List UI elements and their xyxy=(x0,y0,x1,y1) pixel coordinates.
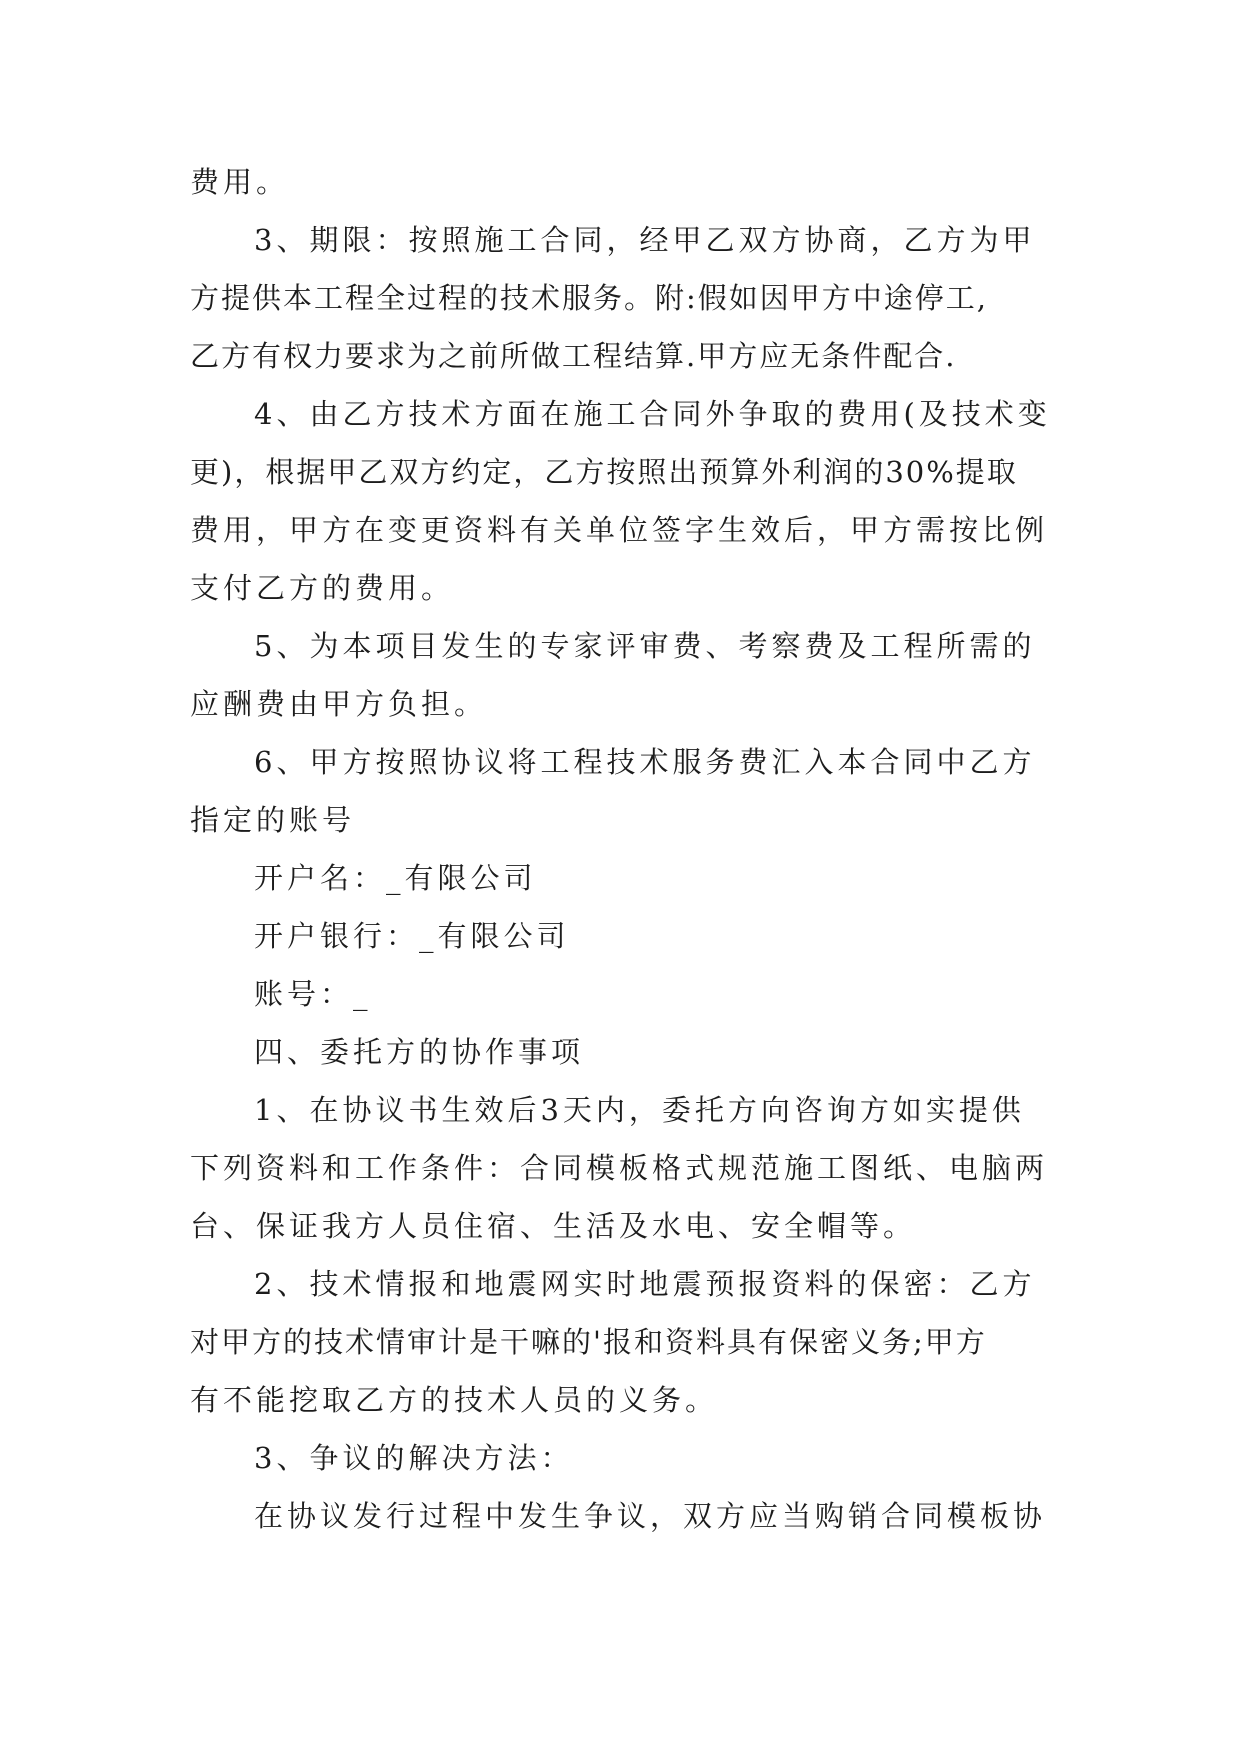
text-line: 开户银行：_有限公司 xyxy=(254,919,570,953)
text-line: 费用。 xyxy=(190,165,290,199)
text-line: 1、在协议书生效后3天内，委托方向咨询方如实提供 xyxy=(254,1093,1025,1127)
text-line: 台、保证我方人员住宿、生活及水电、安全帽等。 xyxy=(190,1209,917,1243)
text-line: 开户名：_有限公司 xyxy=(254,861,537,895)
text-line: 费用，甲方在变更资料有关单位签字生效后，甲方需按比例 xyxy=(190,513,1049,547)
text-line: 6、甲方按照协议将工程技术服务费汇入本合同中乙方 xyxy=(254,745,1036,779)
text-line: 乙方有权力要求为之前所做工程结算.甲方应无条件配合. xyxy=(190,339,957,373)
text-line: 应酬费由甲方负担。 xyxy=(190,687,488,721)
text-line: 更)，根据甲乙双方约定，乙方按照出预算外利润的30%提取 xyxy=(190,455,1018,489)
text-line: 2、技术情报和地震网实时地震预报资料的保密：乙方 xyxy=(254,1267,1036,1301)
text-line: 账号：_ xyxy=(254,977,372,1011)
text-line: 下列资料和工作条件：合同模板格式规范施工图纸、电脑两 xyxy=(190,1151,1049,1185)
text-line: 指定的账号 xyxy=(190,803,356,837)
text-line: 3、期限：按照施工合同，经甲乙双方协商，乙方为甲 xyxy=(254,223,1036,257)
text-line: 支付乙方的费用。 xyxy=(190,571,455,605)
text-line: 4、由乙方技术方面在施工合同外争取的费用(及技术变 xyxy=(254,397,1051,431)
text-line: 对甲方的技术情审计是干嘛的'报和资料具有保密义务;甲方 xyxy=(190,1325,987,1359)
text-line: 有不能挖取乙方的技术人员的义务。 xyxy=(190,1383,719,1417)
text-line: 5、为本项目发生的专家评审费、考察费及工程所需的 xyxy=(254,629,1036,663)
text-line: 方提供本工程全过程的技术服务。附:假如因甲方中途停工, xyxy=(190,281,988,315)
text-line: 3、争议的解决方法： xyxy=(254,1441,574,1475)
section-heading: 四、委托方的协作事项 xyxy=(254,1035,585,1069)
text-line: 在协议发行过程中发生争议，双方应当购销合同模板协 xyxy=(254,1499,1047,1533)
